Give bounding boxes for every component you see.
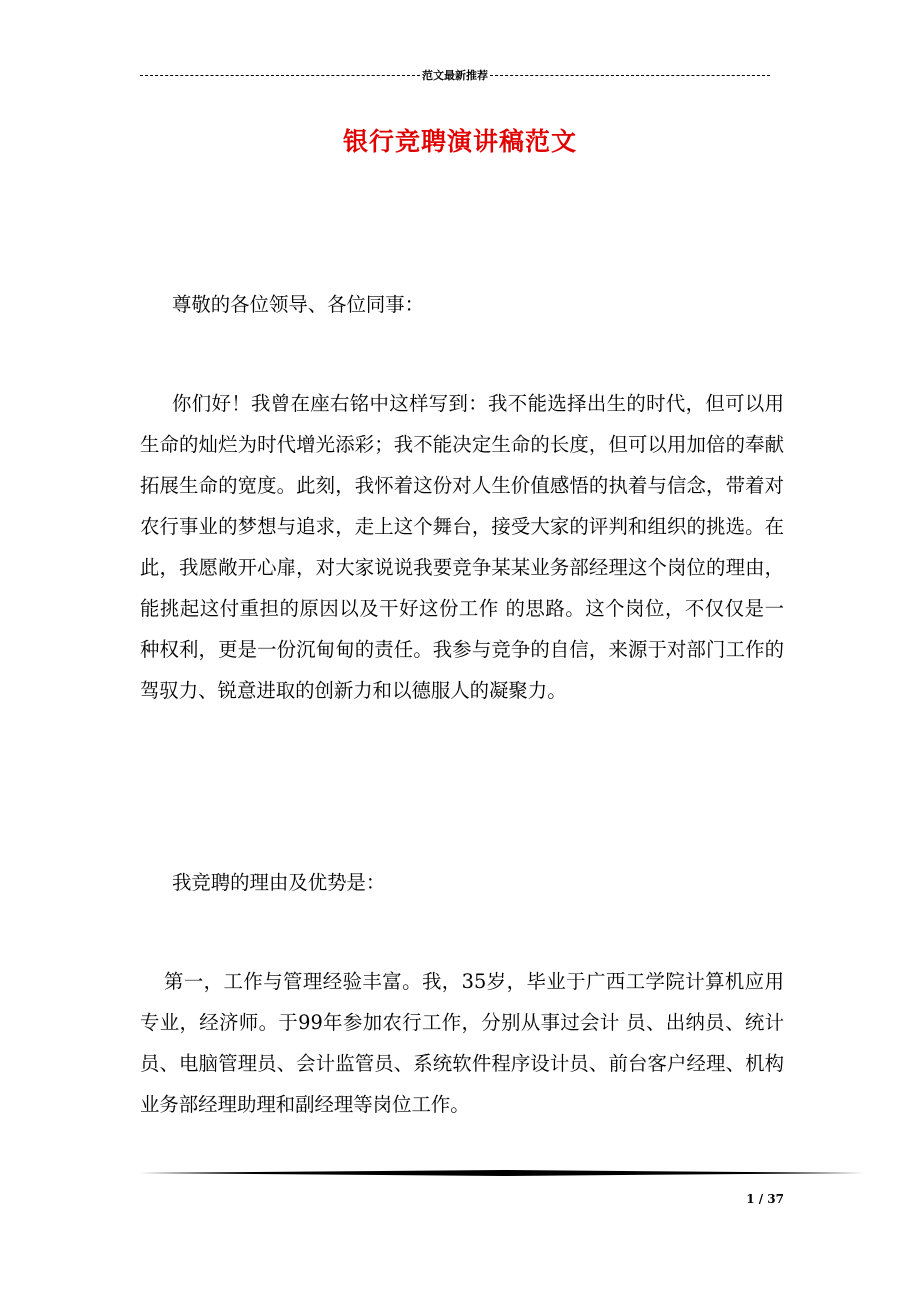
header-label: 范文最新推荐 <box>422 69 488 82</box>
paragraph-greeting: 尊敬的各位领导、各位同事： <box>172 293 425 316</box>
paragraph-first-reason: 第一，工作与管理经验丰富。我，35岁，毕业于广西工学院计算机应用专业，经济师。于99年参加农行工作，分别从事过会计 员、出纳员、统计员、电脑管理员、会计监管员、系统软件程序设计员、前台客户经理、机构业务部经理助理和副经理等岗位工作。 <box>140 970 784 1116</box>
paragraph-intro: 你们好！我曾在座右铭中这样写到：我不能选择出生的时代，但可以用生命的灿烂为时代增光添彩；我不能决定生命的长度，但可以用加倍的奉献拓展生命的宽度。此刻，我怀着这份对人生价值感悟的执着与信念，带着对农行事业的梦想与追求，走上这个舞台，接受大家的评判和组织的挑选。在此，我愿敞开心扉，对大家说说我要竞争某某业务部经理这个岗位的理由，能挑起这付重担的原因以及干好这份工作 的思路。这个岗位，不仅仅是一种权利，更是一份沉甸甸的责任。我参与竞争的自信，来源于对部门工作的驾驭力、锐意进取的创新力和以德服人的凝聚力。 <box>140 392 784 702</box>
footer-divider <box>140 1170 864 1176</box>
page-number: 1 / 37 <box>746 1192 784 1206</box>
header-dash-left <box>140 75 420 76</box>
header-dash-right <box>490 75 770 76</box>
header-rule <box>140 66 770 84</box>
paragraph-reasons-heading: 我竞聘的理由及优势是： <box>172 871 386 894</box>
document-title: 银行竞聘演讲稿范文 <box>342 127 577 156</box>
